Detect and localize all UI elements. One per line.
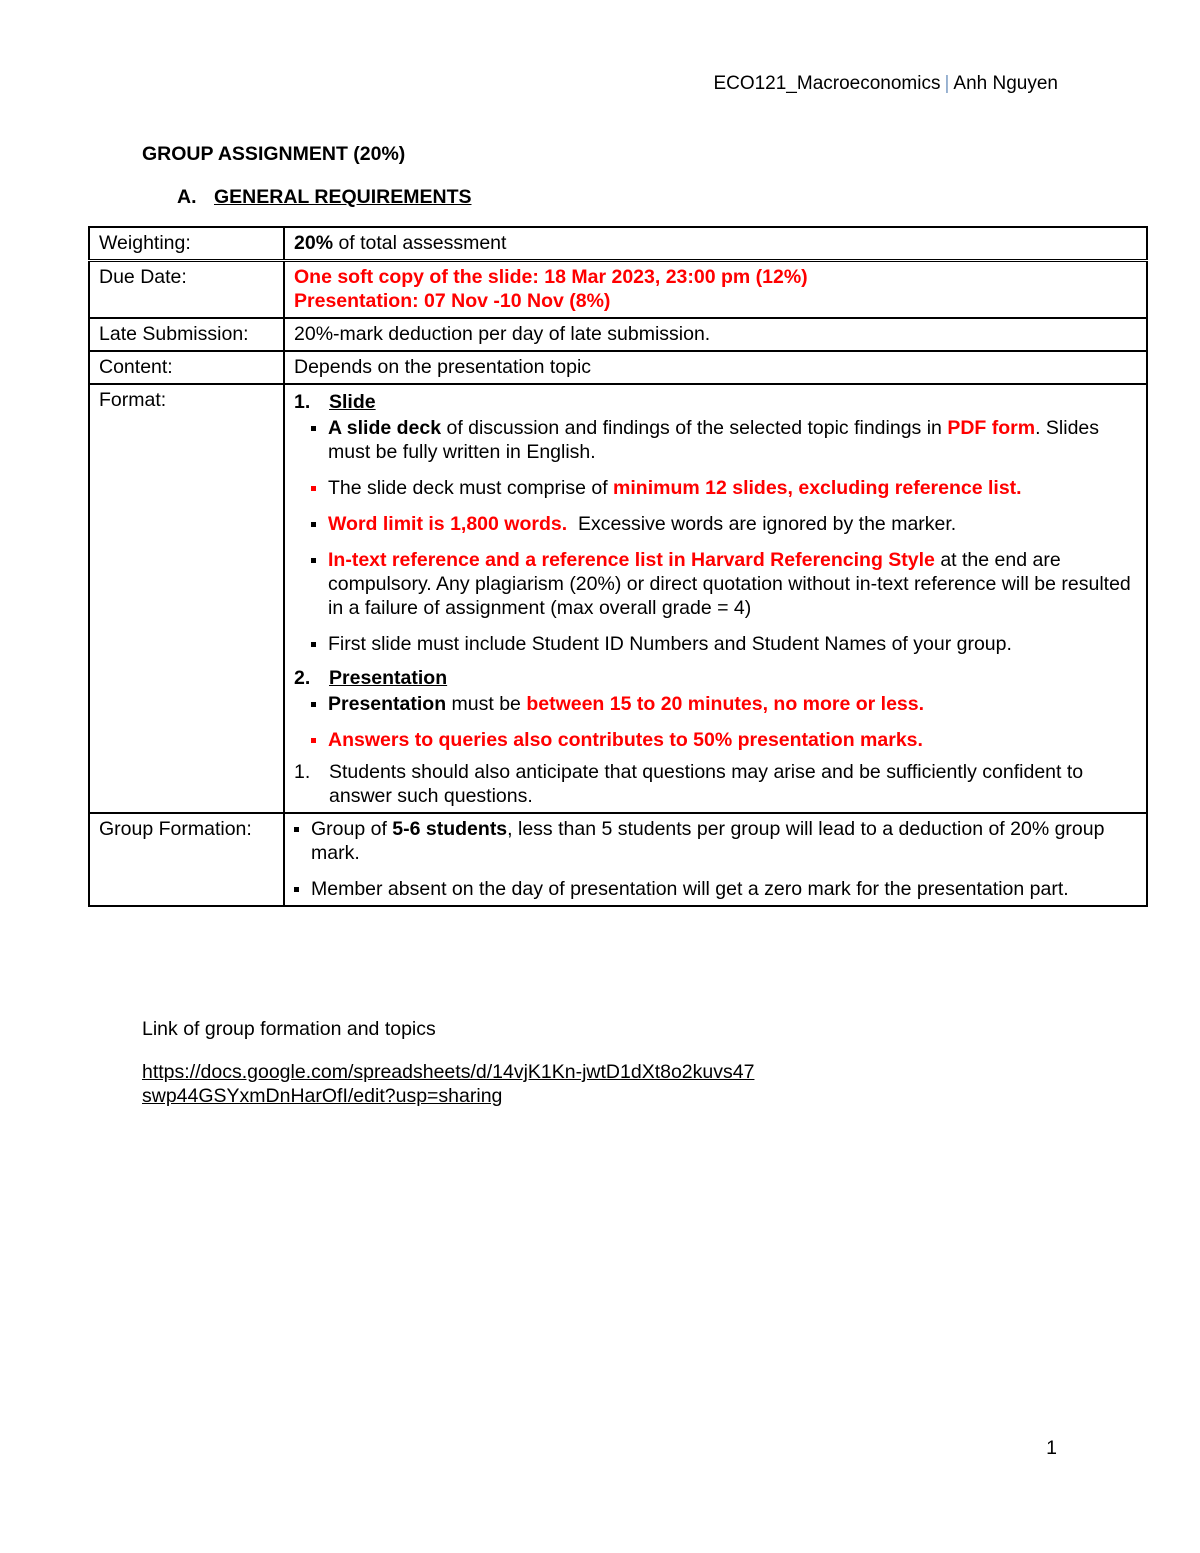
course-name: ECO121_Macroeconomics — [713, 73, 941, 94]
page-number: 1 — [1046, 1437, 1057, 1459]
group-size-text: Group of — [311, 818, 393, 840]
requirements-table — [88, 226, 1148, 907]
content-value: Depends on the presentation topic — [284, 351, 1147, 384]
section-letter: A. — [177, 186, 197, 208]
list-item — [311, 728, 1138, 752]
page-header — [713, 72, 1058, 96]
group-formation-value — [284, 813, 1147, 906]
due-date-presentation: Presentation: 07 Nov -10 Nov (8%) — [294, 290, 611, 312]
queries-term: Answers to queries also contributes to 50% presentation marks. — [328, 729, 923, 751]
section-heading — [177, 185, 472, 209]
presentation-heading — [294, 666, 1138, 690]
min-slides-term: minimum 12 slides, excluding reference list. — [613, 477, 1022, 499]
list-item — [311, 548, 1138, 620]
slide-bullets — [294, 416, 1138, 656]
format-value — [284, 384, 1147, 813]
numbered-item-text: Students should also anticipate that questions may arise and be sufficiently confident to answer such questions. — [329, 761, 1084, 807]
group-size-rest: , less than 5 students per group will lead to a deduction of 20% group mark. — [311, 818, 1105, 864]
min-slides-text: The slide deck must comprise of — [328, 477, 614, 499]
late-submission-value: 20%-mark deduction per day of late submission. — [284, 318, 1147, 351]
weighting-label: Weighting: — [89, 227, 284, 261]
document-title: GROUP ASSIGNMENT (20%) — [142, 143, 406, 165]
presentation-title: Presentation — [329, 667, 448, 689]
slide-deck-term: A slide deck — [328, 417, 442, 439]
slide-title: Slide — [329, 391, 376, 413]
weighting-text: of total assessment — [333, 232, 507, 254]
numbered-item-number: 1. — [294, 761, 311, 783]
slide-deck-text: of discussion and findings of the selected topic findings in — [441, 417, 948, 439]
format-label: Format: — [89, 384, 284, 813]
slide-heading — [294, 390, 1138, 414]
list-item — [311, 476, 1138, 500]
link-label: Link of group formation and topics — [142, 1018, 436, 1040]
numbered-item — [294, 760, 1138, 808]
presentation-number: 2. — [294, 667, 311, 689]
presentation-text: must be — [446, 693, 527, 715]
due-date-slide: One soft copy of the slide: 18 Mar 2023, 23:00 pm (12%) — [294, 266, 808, 288]
presentation-bullets — [294, 692, 1138, 752]
word-limit-text: Excessive words are ignored by the marker. — [567, 513, 957, 535]
author-name: Anh Nguyen — [953, 73, 1058, 94]
presentation-duration: between 15 to 20 minutes, no more or less. — [526, 693, 925, 715]
list-item — [294, 817, 1138, 865]
slide-number: 1. — [294, 391, 311, 413]
reference-term: In-text reference and a reference list in Harvard Referencing Style — [328, 549, 935, 571]
list-item — [311, 416, 1138, 464]
row-due-date — [89, 261, 1147, 319]
slide-deck-end: . Slides must be fully written in English. — [328, 417, 1100, 463]
group-formation-label: Group Formation: — [89, 813, 284, 906]
due-date-value — [284, 261, 1147, 319]
content-label: Content: — [89, 351, 284, 384]
late-submission-label: Late Submission: — [89, 318, 284, 351]
list-item — [311, 692, 1138, 716]
section-title: GENERAL REQUIREMENTS — [214, 186, 472, 208]
row-late-submission — [89, 318, 1147, 351]
due-date-label: Due Date: — [89, 261, 284, 319]
weighting-value — [284, 227, 1147, 261]
pdf-form-term: PDF form — [947, 417, 1036, 439]
group-size-term: 5-6 students — [392, 818, 508, 840]
absent-member-text: Member absent on the day of presentation will get a zero mark for the presentation part. — [311, 878, 1069, 900]
row-format — [89, 384, 1147, 813]
word-limit-term: Word limit is 1,800 words. — [328, 513, 568, 535]
list-item — [294, 877, 1138, 901]
list-item — [311, 512, 1138, 536]
header-separator: | — [944, 73, 950, 94]
row-content — [89, 351, 1147, 384]
first-slide-text: First slide must include Student ID Numbers and Student Names of your group. — [328, 633, 1012, 655]
presentation-term: Presentation — [328, 693, 447, 715]
group-formation-link[interactable]: https://docs.google.com/spreadsheets/d/14vjK1Kn-jwtD1dXt8o2kuvs47swp44GSYxmDnHarOfI/edit?usp=sharing — [142, 1061, 755, 1107]
list-item — [311, 632, 1138, 656]
row-weighting — [89, 227, 1147, 261]
weighting-percent: 20% — [294, 232, 334, 254]
row-group-formation — [89, 813, 1147, 906]
group-bullets — [294, 817, 1138, 901]
reference-text: at the end are compulsory. Any plagiarism (20%) or direct quotation without in-text reference will be resulted in a failure of assignment (max overall grade = 4) — [328, 549, 1131, 619]
